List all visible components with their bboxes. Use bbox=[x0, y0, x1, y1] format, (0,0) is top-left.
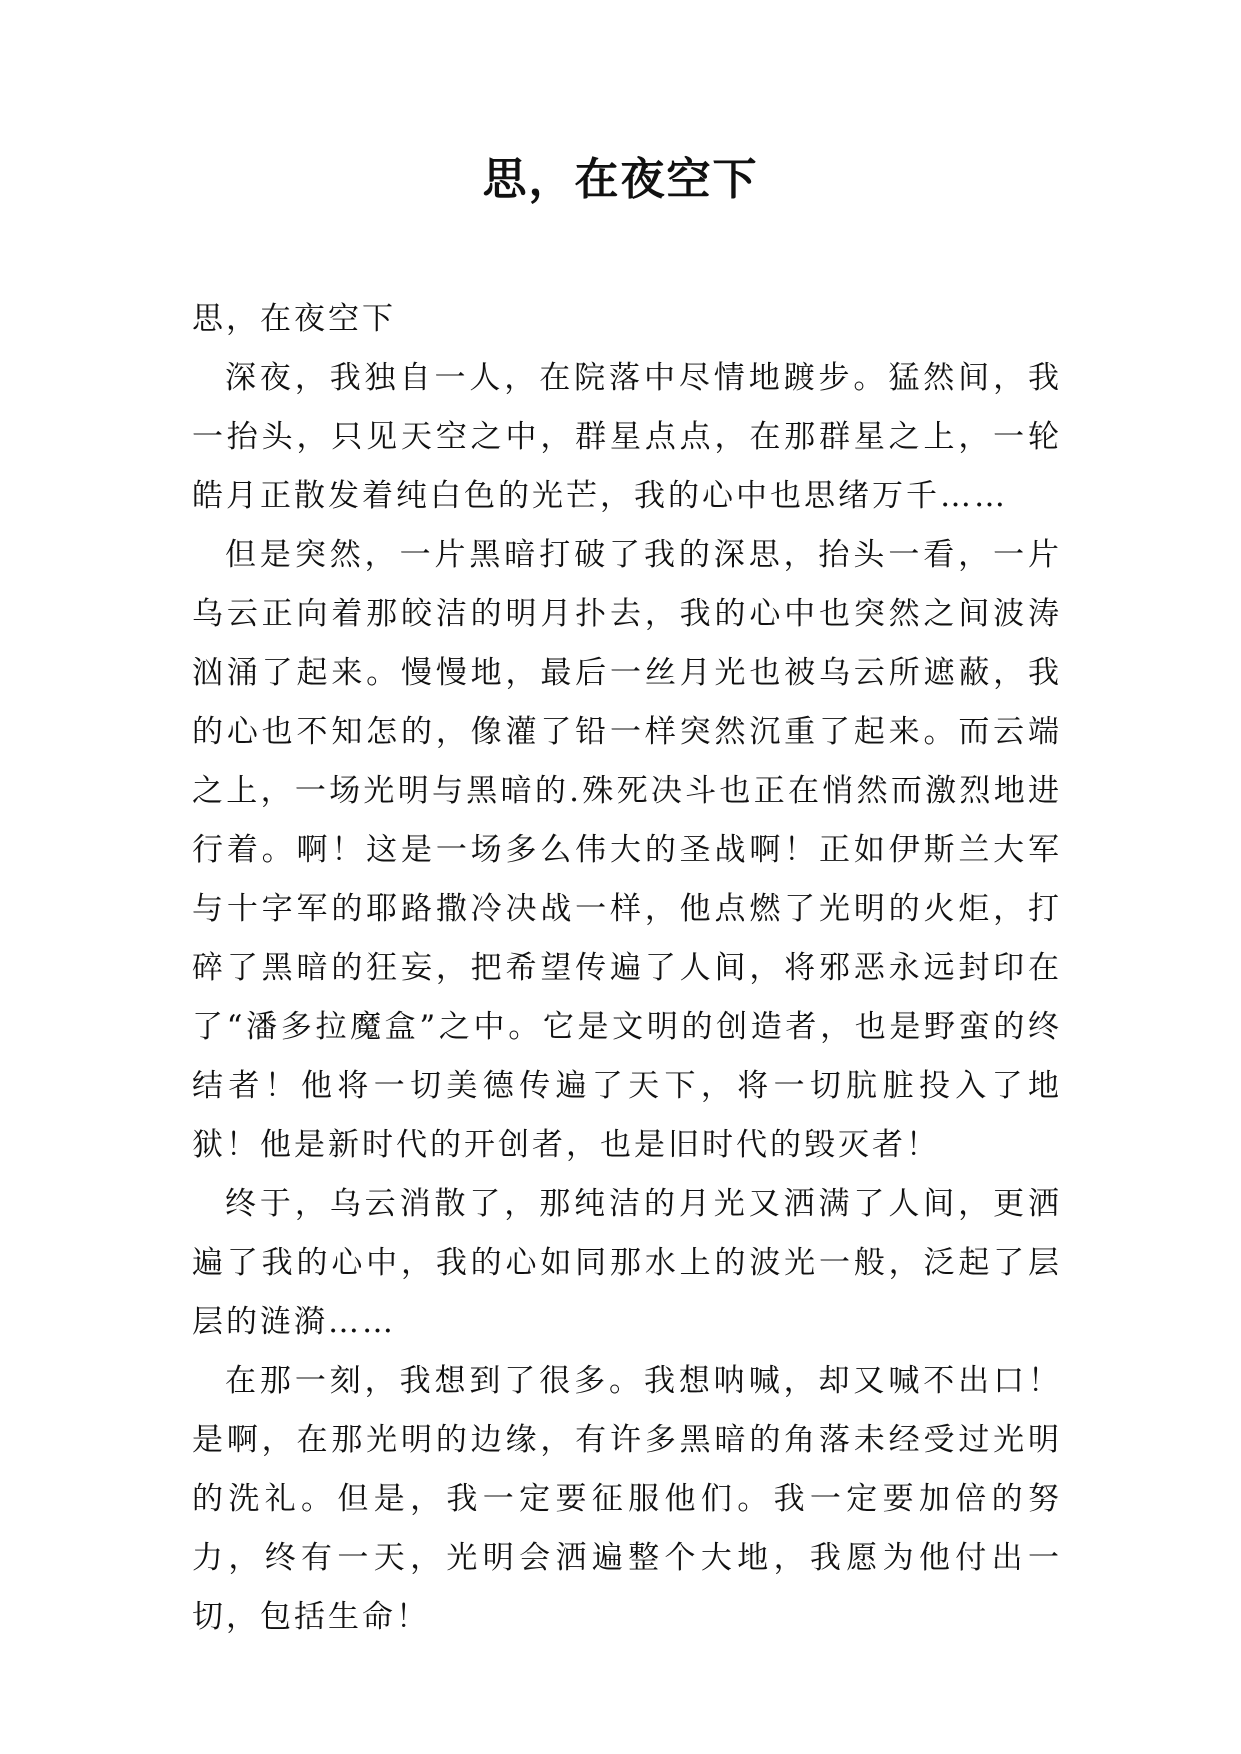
document-subtitle: 思，在夜空下 bbox=[192, 301, 396, 337]
paragraph-3: 终于，乌云消散了，那纯洁的月光又洒满了人间，更洒遍了我的心中，我的心如同那水上的波光一般，泛起了层层的涟漪…… bbox=[192, 1186, 1062, 1340]
paragraph-1: 深夜，我独自一人，在院落中尽情地踱步。猛然间，我一抬头，只见天空之中，群星点点，在那群星之上，一轮皓月正散发着纯白色的光芒，我的心中也思绪万千…… bbox=[192, 360, 1062, 514]
paragraph-2: 但是突然，一片黑暗打破了我的深思，抬头一看，一片乌云正向着那皎洁的明月扑去，我的心中也突然之间波涛汹涌了起来。慢慢地，最后一丝月光也被乌云所遮蔽，我的心也不知怎的，像灌了铅一样突然沉重了起来。而云端之上，一场光明与黑暗的.殊死决斗也正在悄然而激烈地进行着。啊！这是一场多么伟大的圣战啊！正如伊斯兰大军与十字军的耶路撒冷决战一样，他点燃了光明的火炬，打碎了黑暗的狂妄，把希望传遍了人间，将邪恶永远封印在了“潘多拉魔盒”之中。它是文明的创造者，也是野蛮的终结者！他将一切美德传遍了天下，将一切肮脏投入了地狱！他是新时代的开创者，也是旧时代的毁灭者！ bbox=[192, 537, 1062, 1163]
document-title: 思，在夜空下 bbox=[482, 154, 759, 205]
paragraph-4: 在那一刻，我想到了很多。我想呐喊，却又喊不出口！是啊，在那光明的边缘，有许多黑暗的角落未经受过光明的洗礼。但是，我一定要征服他们。我一定要加倍的努力，终有一天，光明会洒遍整个大地，我愿为他付出一切，包括生命！ bbox=[192, 1363, 1062, 1635]
document-body bbox=[192, 290, 1062, 1647]
